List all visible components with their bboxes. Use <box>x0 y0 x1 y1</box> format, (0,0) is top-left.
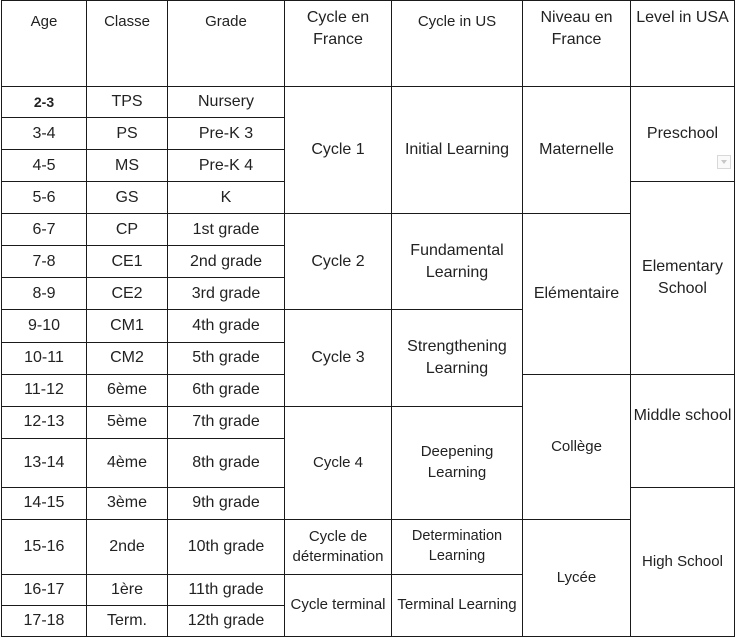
cycle-fr-cell[interactable]: Cycle 4 <box>285 406 392 519</box>
cycle-fr-cell[interactable]: Cycle de détermination <box>285 519 392 574</box>
grade-cell[interactable]: 5th grade <box>168 342 285 374</box>
age-cell[interactable]: 11-12 <box>2 374 87 406</box>
grade-cell[interactable]: 11th grade <box>168 574 285 605</box>
age-cell[interactable]: 9-10 <box>2 310 87 342</box>
header-age[interactable]: Age <box>2 1 87 87</box>
level-usa-cell[interactable]: High School <box>631 487 735 636</box>
classe-cell[interactable]: MS <box>87 150 168 182</box>
grade-cell[interactable]: Pre-K 4 <box>168 150 285 182</box>
level-usa-label: Preschool <box>646 125 719 143</box>
grade-cell[interactable]: K <box>168 182 285 214</box>
header-grade[interactable]: Grade <box>168 1 285 87</box>
classe-cell[interactable]: CM2 <box>87 342 168 374</box>
niveau-fr-cell[interactable]: Elémentaire <box>523 214 631 374</box>
niveau-fr-cell[interactable]: Lycée <box>523 519 631 636</box>
classe-cell[interactable]: 3ème <box>87 487 168 519</box>
grade-cell[interactable]: 4th grade <box>168 310 285 342</box>
header-level-usa[interactable]: Level in USA <box>631 1 735 87</box>
level-usa-cell[interactable] <box>631 87 735 182</box>
classe-cell[interactable]: CE1 <box>87 246 168 278</box>
classe-cell[interactable]: 1ère <box>87 574 168 605</box>
niveau-fr-cell[interactable]: Collège <box>523 374 631 519</box>
table-row <box>2 214 735 246</box>
cycle-fr-cell[interactable]: Cycle 3 <box>285 310 392 406</box>
dropdown-arrow-icon[interactable] <box>717 155 731 169</box>
age-cell[interactable]: 14-15 <box>2 487 87 519</box>
cycle-fr-cell[interactable]: Cycle terminal <box>285 574 392 636</box>
education-levels-table <box>1 0 735 637</box>
header-classe[interactable]: Classe <box>87 1 168 87</box>
grade-cell[interactable]: 6th grade <box>168 374 285 406</box>
age-cell[interactable]: 12-13 <box>2 406 87 438</box>
classe-cell[interactable]: 6ème <box>87 374 168 406</box>
classe-cell[interactable]: GS <box>87 182 168 214</box>
age-cell[interactable]: 7-8 <box>2 246 87 278</box>
age-cell[interactable]: 16-17 <box>2 574 87 605</box>
classe-cell[interactable]: 5ème <box>87 406 168 438</box>
age-cell[interactable]: 8-9 <box>2 278 87 310</box>
grade-cell[interactable]: 10th grade <box>168 519 285 574</box>
cycle-us-cell[interactable]: Deepening Learning <box>392 406 523 519</box>
grade-cell[interactable]: 1st grade <box>168 214 285 246</box>
age-cell[interactable]: 2-3 <box>2 87 87 118</box>
level-usa-cell[interactable]: Elementary School <box>631 182 735 374</box>
table-row <box>2 87 735 118</box>
grade-cell[interactable]: 3rd grade <box>168 278 285 310</box>
grade-cell[interactable]: Nursery <box>168 87 285 118</box>
classe-cell[interactable]: CE2 <box>87 278 168 310</box>
cycle-fr-cell[interactable]: Cycle 2 <box>285 214 392 310</box>
grade-cell[interactable]: 2nd grade <box>168 246 285 278</box>
cycle-us-cell[interactable]: Fundamental Learning <box>392 214 523 310</box>
age-cell[interactable]: 4-5 <box>2 150 87 182</box>
age-cell[interactable]: 15-16 <box>2 519 87 574</box>
age-cell[interactable]: 6-7 <box>2 214 87 246</box>
cycle-fr-cell[interactable]: Cycle 1 <box>285 87 392 214</box>
classe-cell[interactable]: PS <box>87 118 168 150</box>
table-row <box>2 519 735 574</box>
classe-cell[interactable]: 2nde <box>87 519 168 574</box>
cycle-us-cell[interactable]: Terminal Learning <box>392 574 523 636</box>
age-cell[interactable]: 5-6 <box>2 182 87 214</box>
cycle-us-cell[interactable]: Strengthening Learning <box>392 310 523 406</box>
header-niveau-fr[interactable]: Niveau en France <box>523 1 631 87</box>
header-cycle-fr[interactable]: Cycle en France <box>285 1 392 87</box>
niveau-fr-cell[interactable]: Maternelle <box>523 87 631 214</box>
age-cell[interactable]: 13-14 <box>2 438 87 487</box>
classe-cell[interactable]: CM1 <box>87 310 168 342</box>
cycle-us-cell[interactable]: Determination Learning <box>392 519 523 574</box>
grade-cell[interactable]: 9th grade <box>168 487 285 519</box>
cycle-us-cell[interactable]: Initial Learning <box>392 87 523 214</box>
grade-cell[interactable]: 12th grade <box>168 605 285 636</box>
header-row <box>2 1 735 87</box>
classe-cell[interactable]: TPS <box>87 87 168 118</box>
grade-cell[interactable]: 8th grade <box>168 438 285 487</box>
header-cycle-us[interactable]: Cycle in US <box>392 1 523 87</box>
age-cell[interactable]: 10-11 <box>2 342 87 374</box>
age-cell[interactable]: 17-18 <box>2 605 87 636</box>
grade-cell[interactable]: Pre-K 3 <box>168 118 285 150</box>
classe-cell[interactable]: CP <box>87 214 168 246</box>
level-usa-cell[interactable]: Middle school <box>631 374 735 487</box>
age-cell[interactable]: 3-4 <box>2 118 87 150</box>
classe-cell[interactable]: Term. <box>87 605 168 636</box>
grade-cell[interactable]: 7th grade <box>168 406 285 438</box>
classe-cell[interactable]: 4ème <box>87 438 168 487</box>
